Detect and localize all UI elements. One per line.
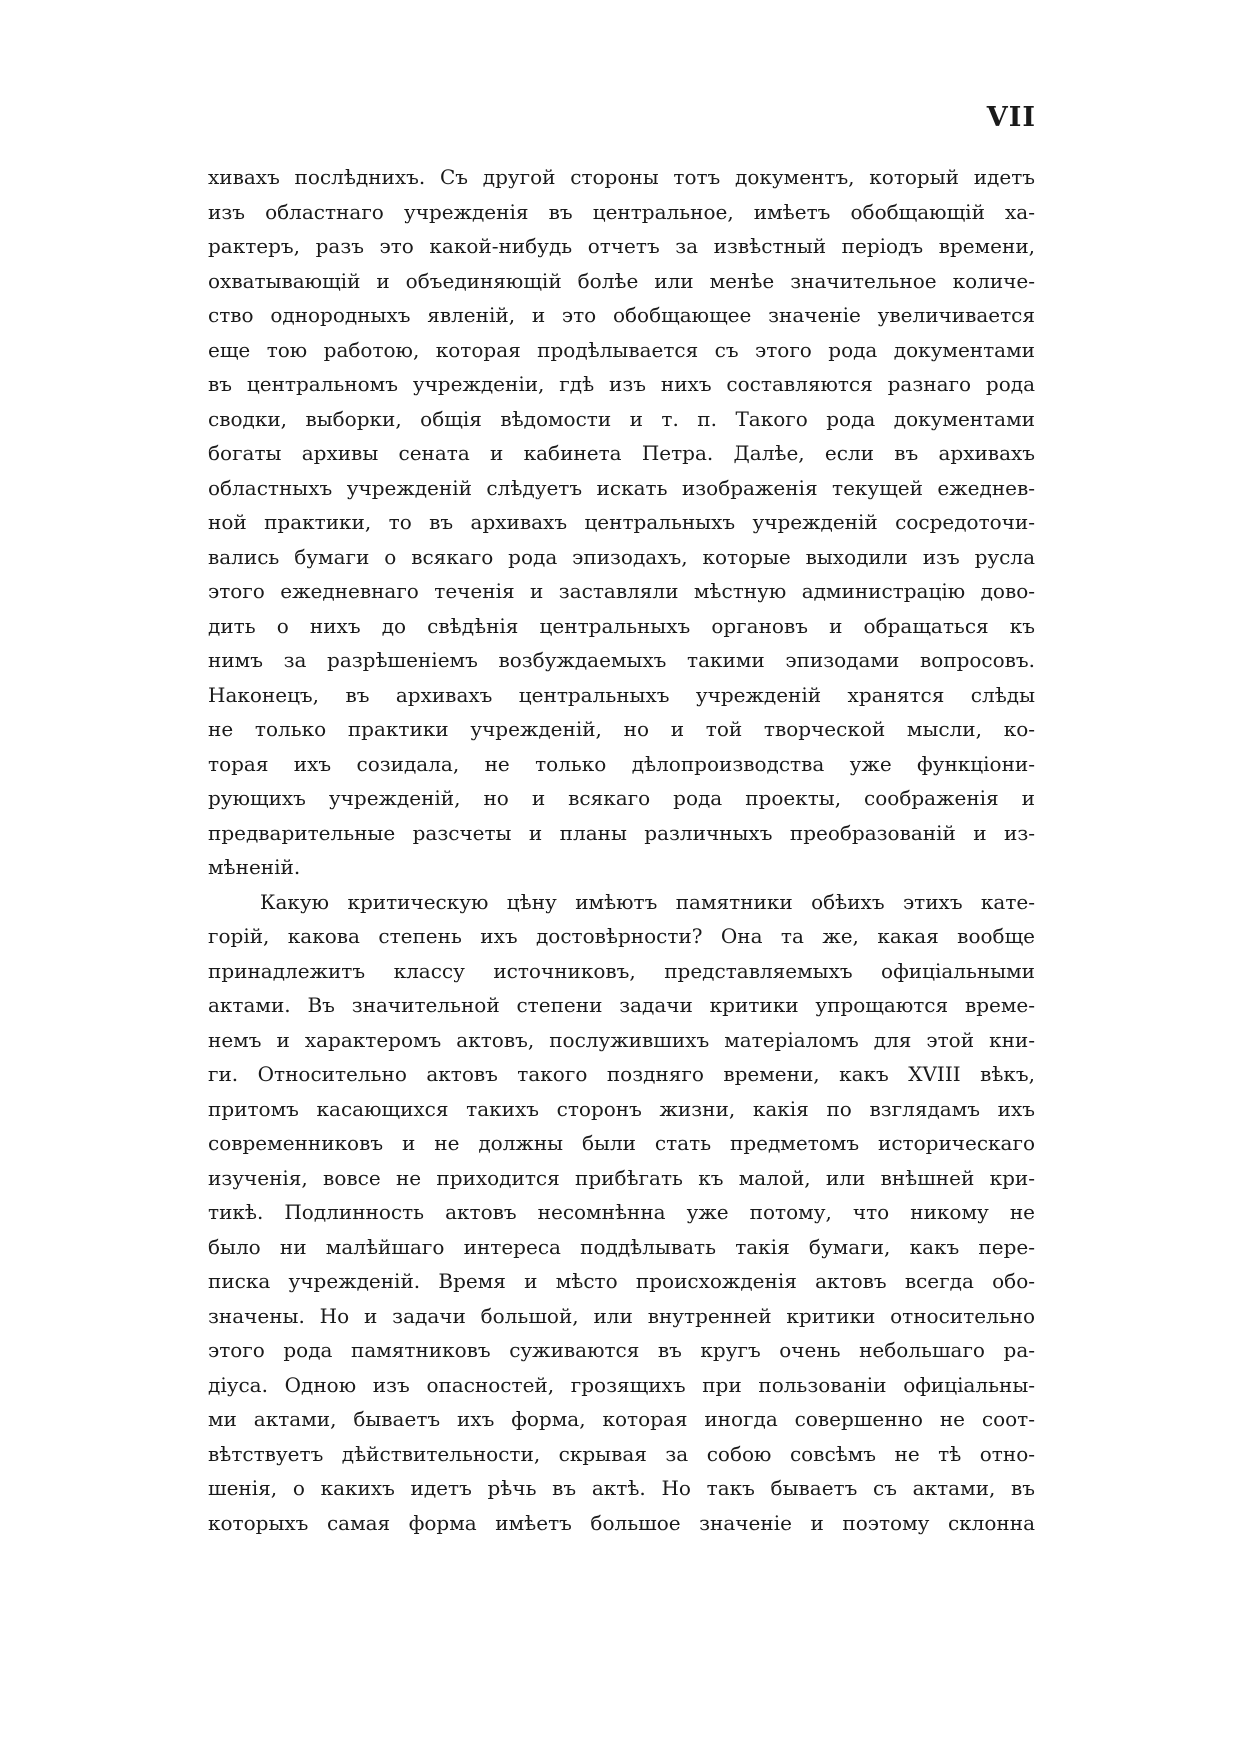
text-line: областныхъ учрежденій слѣдуетъ искать изображенія текущей ежеднев- bbox=[208, 475, 1035, 500]
text-line: въ центральномъ учрежденіи, гдѣ изъ нихъ составляются разнаго рода bbox=[208, 372, 1035, 396]
text-line: богаты архивы сената и кабинета Петра. Далѣе, если въ архивахъ bbox=[208, 441, 1035, 465]
text-line: рактеръ, разъ это какой-нибудь отчетъ за извѣстный періодъ времени, bbox=[208, 234, 1035, 258]
text-line: хивахъ послѣднихъ. Съ другой стороны тотъ документъ, который идетъ bbox=[208, 165, 1035, 189]
page-number: VII bbox=[986, 102, 1036, 133]
text-line: тикѣ. Подлинность актовъ несомнѣнна уже потому, что никому не bbox=[208, 1200, 1035, 1224]
text-line: Какую критическую цѣну имѣютъ памятники обѣихъ этихъ кате- bbox=[260, 889, 1035, 914]
text-line: сводки, выборки, общія вѣдомости и т. п. Такого рода документами bbox=[208, 406, 1035, 431]
text-line: торая ихъ созидала, не только дѣлопроизводства уже функціони- bbox=[208, 751, 1035, 776]
text-line: значены. Но и задачи большой, или внутренней критики относительно bbox=[208, 1303, 1035, 1328]
text-line: шенія, о какихъ идетъ рѣчь въ актѣ. Но такъ бываетъ съ актами, въ bbox=[208, 1476, 1035, 1500]
text-line: нимъ за разрѣшеніемъ возбуждаемыхъ такими эпизодами вопросовъ. bbox=[208, 648, 1035, 672]
text-line: еще тою работою, которая продѣлывается съ этого рода документами bbox=[208, 337, 1035, 362]
text-line: ной практики, то въ архивахъ центральныхъ учрежденій сосредоточи- bbox=[208, 510, 1035, 534]
text-line: дить о нихъ до свѣдѣнія центральныхъ органовъ и обращаться къ bbox=[208, 613, 1035, 638]
text-line: было ни малѣйшаго интереса поддѣлывать такія бумаги, какъ пере- bbox=[208, 1234, 1035, 1259]
text-line: изъ областнаго учрежденія въ центральное, имѣетъ обобщающій ха- bbox=[208, 199, 1035, 224]
text-line: которыхъ самая форма имѣетъ большое значеніе и поэтому склонна bbox=[208, 1510, 1035, 1535]
text-line: современниковъ и не должны были стать предметомъ историческаго bbox=[208, 1131, 1035, 1155]
text-line: ство однородныхъ явленій, и это обобщающее значеніе увеличивается bbox=[208, 303, 1035, 327]
text-line: этого рода памятниковъ суживаются въ кругъ очень небольшаго ра- bbox=[208, 1338, 1035, 1362]
paragraph bbox=[208, 885, 1035, 1541]
text-line: вались бумаги о всякаго рода эпизодахъ, которые выходили изъ русла bbox=[208, 544, 1035, 569]
text-line: немъ и характеромъ актовъ, послужившихъ матеріаломъ для этой кни- bbox=[208, 1027, 1035, 1052]
text-line: этого ежедневнаго теченія и заставляли мѣстную администрацію дово- bbox=[208, 579, 1035, 603]
body-text bbox=[208, 160, 1035, 1540]
text-line: изученія, вовсе не приходится прибѣгать къ малой, или внѣшней кри- bbox=[208, 1165, 1035, 1190]
text-line: рующихъ учрежденій, но и всякаго рода проекты, соображенія и bbox=[208, 786, 1035, 810]
text-line: притомъ касающихся такихъ сторонъ жизни, какія по взглядамъ ихъ bbox=[208, 1096, 1035, 1121]
paragraph bbox=[208, 160, 1035, 885]
text-line: вѣтствуетъ дѣйствительности, скрывая за собою совсѣмъ не тѣ отно- bbox=[208, 1441, 1035, 1466]
text-line: ми актами, бываетъ ихъ форма, которая иногда совершенно не соот- bbox=[208, 1407, 1035, 1431]
text-line: горій, какова степень ихъ достовѣрности? Она та же, какая вообще bbox=[208, 924, 1035, 948]
text-line: не только практики учрежденій, но и той творческой мысли, ко- bbox=[208, 717, 1035, 741]
text-line: Наконецъ, въ архивахъ центральныхъ учрежденій хранятся слѣды bbox=[208, 682, 1035, 707]
text-line: актами. Въ значительной степени задачи критики упрощаются време- bbox=[208, 993, 1035, 1017]
text-line: ги. Относительно актовъ такого поздняго времени, какъ XVIII вѣкъ, bbox=[208, 1062, 1035, 1086]
text-line: писка учрежденій. Время и мѣсто происхожденія актовъ всегда обо- bbox=[208, 1269, 1035, 1293]
text-line: принадлежитъ классу источниковъ, представляемыхъ офиціальными bbox=[208, 958, 1035, 983]
text-line: діуса. Одною изъ опасностей, грозящихъ при пользованіи офиціальны- bbox=[208, 1372, 1035, 1397]
text-line: охватывающій и объединяющій болѣе или менѣе значительное количе- bbox=[208, 268, 1035, 293]
text-line: предварительные разсчеты и планы различныхъ преобразованій и из- bbox=[208, 820, 1035, 845]
text-line: мѣненій. bbox=[208, 855, 301, 879]
